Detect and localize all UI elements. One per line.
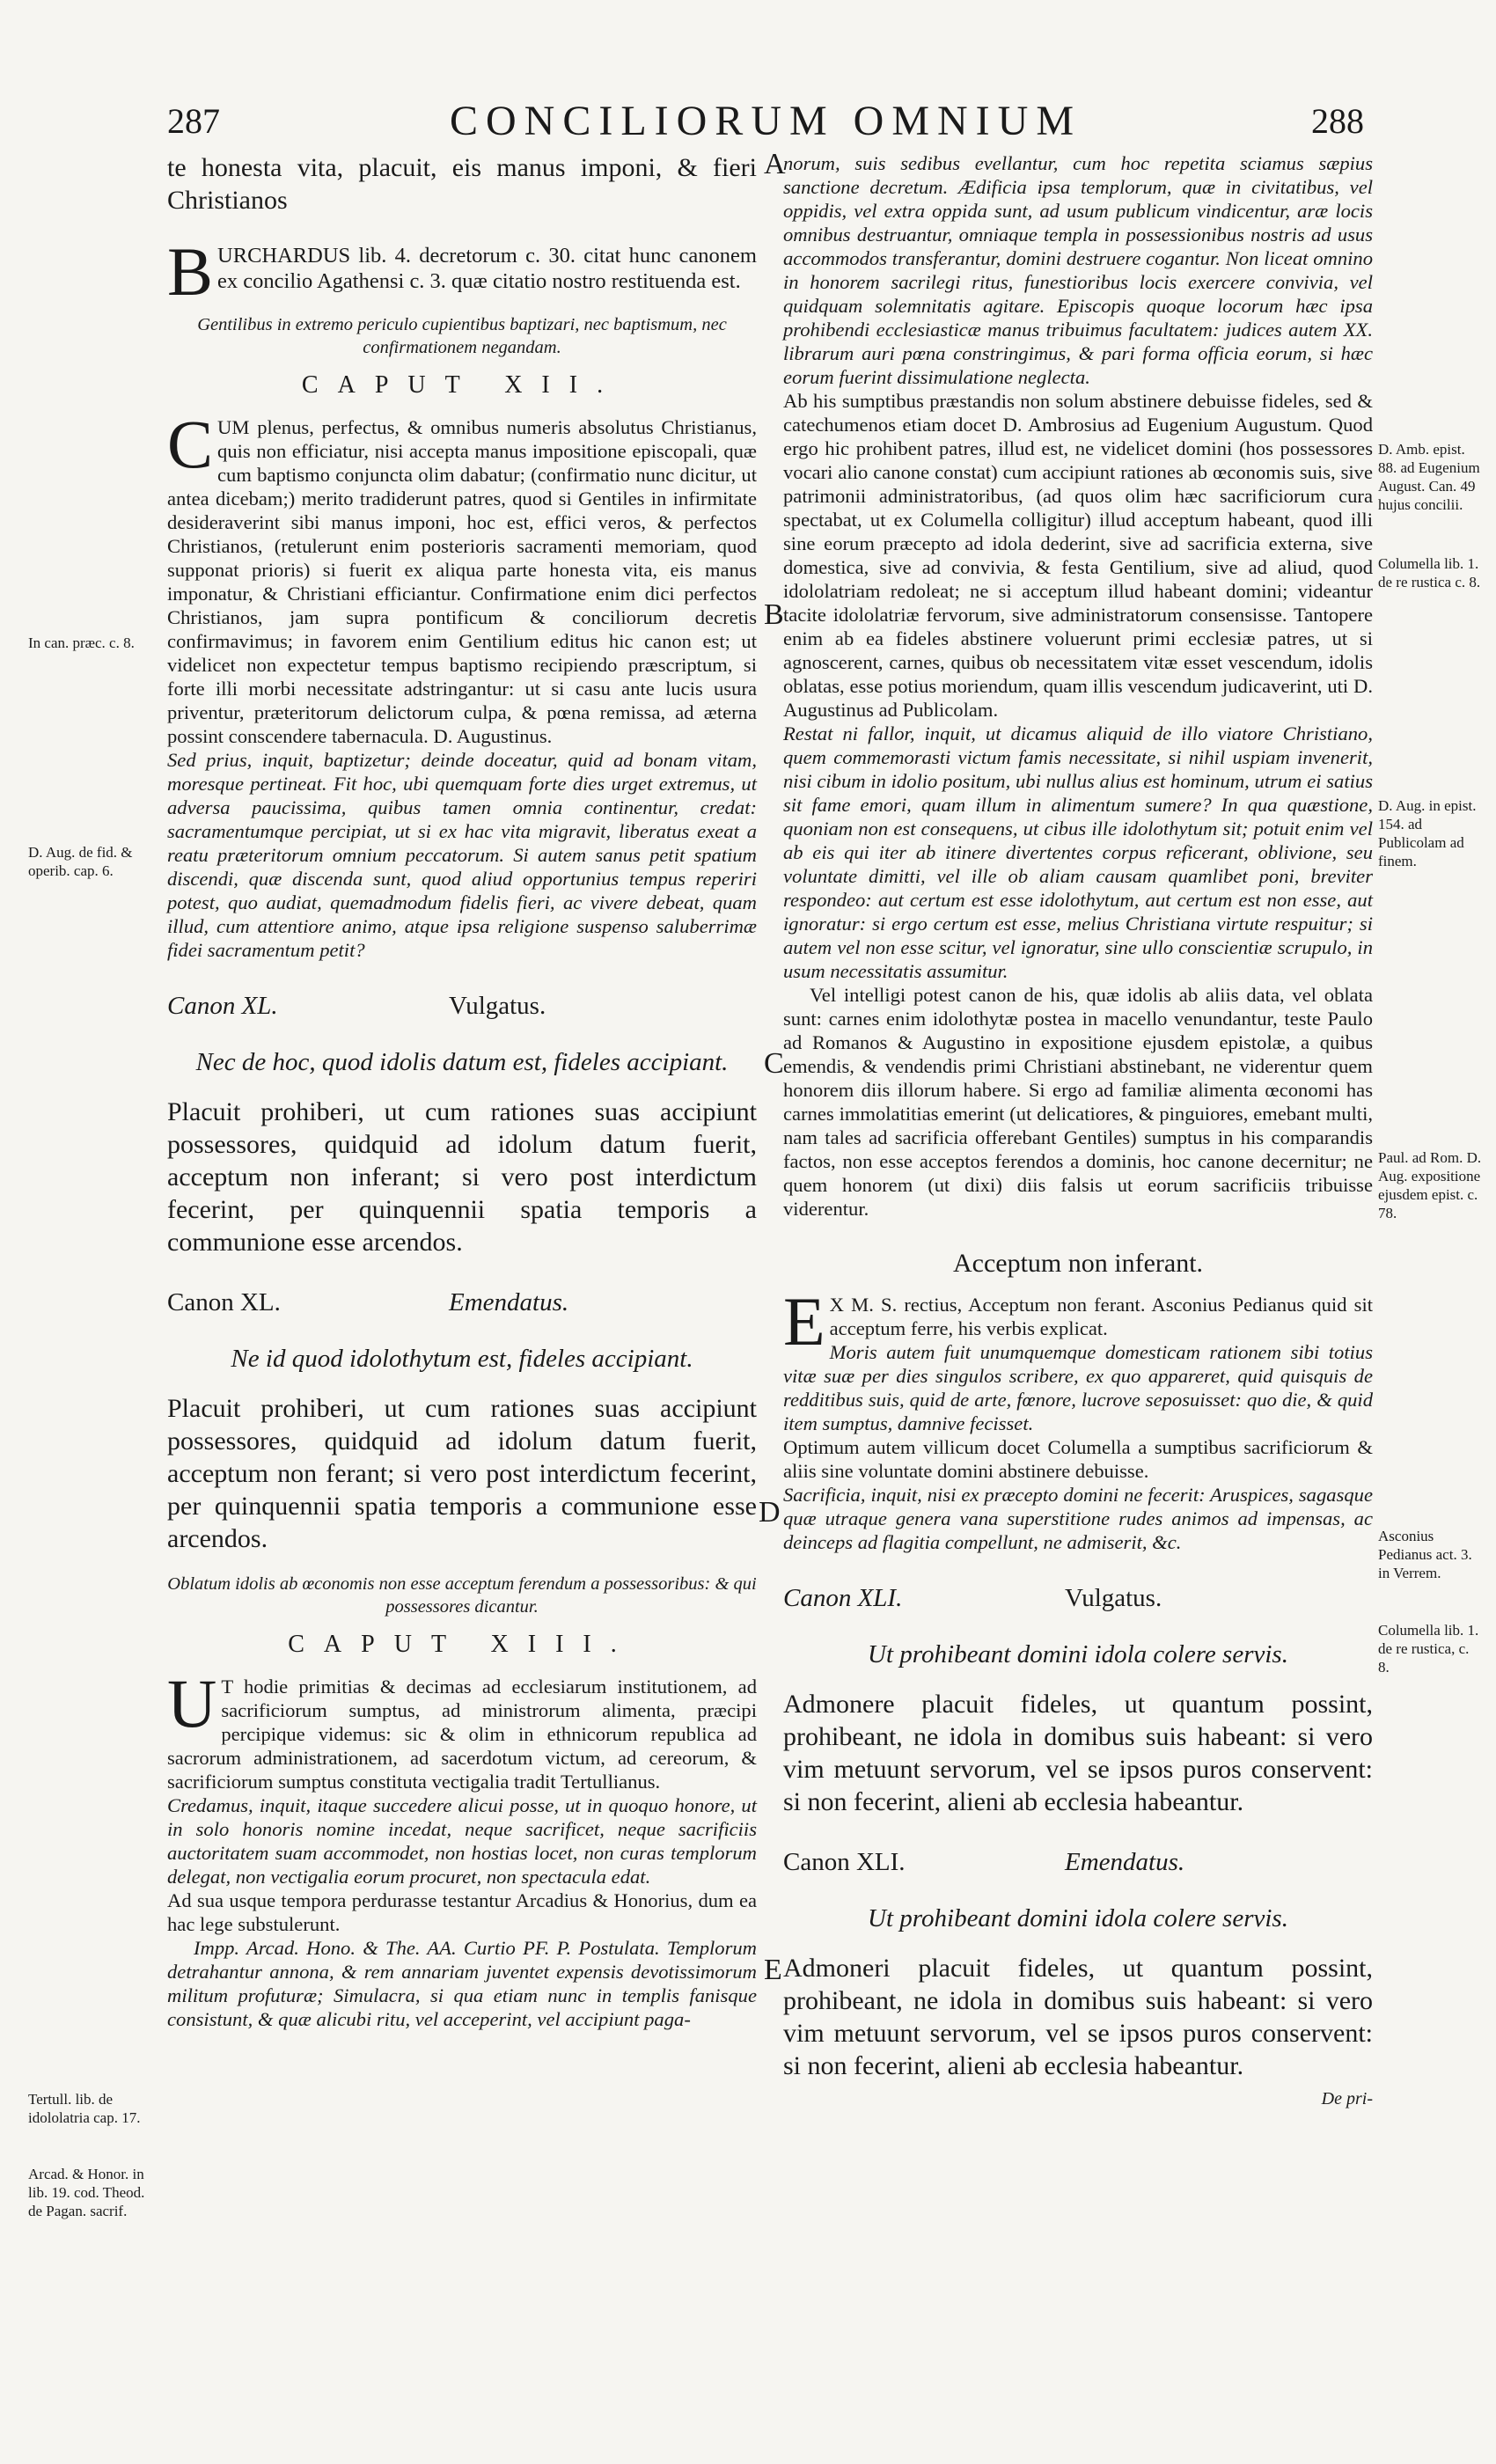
chapter12-quote: Sed prius, inquit, baptizetur; deinde doceatur, quid ad bonam vitam, moresque pertineat. Fit hoc, ubi quemquam forte dies urget extremus, ut adversa paucissima, quibus tamen omnia continentur, credat: sacramentumque percipiat, ut si ex hac vita migravit, liberatus exeat a reatu præteritorum omnium peccatorum. Si autem sanus petit spatium discendi, quæ discenda sunt, quod aliud opportunius tempus reperiri potest, quo audiat, quemadmodum fidelis fieri, ac vivere debeat, quam illud, cum attentiore animo, atque ipsa religione suspenso saluberrimæ fidei sacramentum petit? — [167, 749, 757, 961]
section-letter-a: A — [764, 148, 786, 180]
chapter13-text: UT hodie primitias & decimas ad ecclesiarum institutionem, ad sacrificiorum sumptus, ad ministrorum alimenta, præcipi percipique videmus: sic & olim in ethnicorum republica ad sacrorum administrationem, ad sacerdotum victum, ad cereorum, & sacrificiorum sumptus constituta vectigalia tradit Tertullianus. — [167, 1665, 757, 1793]
page-number-left: 287 — [167, 101, 220, 141]
acceptum-text2: Optimum autem villicum docet Columella a sumptibus sacrificiorum & aliis sine voluntate domini abstinere debuisse. — [783, 1436, 1373, 1482]
margin-note-right-2: Columella lib. 1. de re rustica c. 8. — [1378, 555, 1481, 590]
law-continuation: norum, suis sedibus evellantur, cum hoc repetita sciamus sæpius sanctione decretum. Ædificia ipsa templorum, quæ in civitatibus, vel oppidis, vel extra oppida sunt, ad usum publicum vindicentur, aræ locis omnibus destruantur, omniaque templa in possessionibus nostris ad usus accommodos transferantur, domini destruere cogantur. Non liceat omnino in honorem sacrilegi ritus, funestioribus locis exercere convivia, vel quidquam solemnitatis agitare. Episcopis quoque locorum hæc ipsa prohibendi ecclesiasticæ manus tribuimus facultatem: judices autem XX. librarum auri pœna constringimus, & pari forma officia eorum, si hæc eorum fuerint dissimulatione neglecta. — [783, 152, 1373, 388]
right-column — [783, 151, 1373, 2109]
canon-label: Canon XLI. — [783, 1848, 906, 1876]
section-letter-e: E — [764, 1954, 782, 1986]
canon40-vulgatus-text: Placuit prohiberi, ut cum rationes suas accipiunt possessores, quidquid ad idolum datum fuerit, acceptum non inferant; si vero post interdictum fecerint, per quinquennii spatia temporis a communione esse arcendos. — [167, 1097, 757, 1257]
canon-label: Canon XLI. — [783, 1584, 903, 1612]
margin-note-left-4: Arcad. & Honor. in lib. 19. cod. Theod. de Pagan. sacrif. — [28, 2166, 145, 2219]
acceptum-heading: Acceptum non inferant. — [952, 1249, 1204, 1278]
margin-note-left-1: In can. præc. c. 8. — [28, 634, 135, 651]
canon41-emendatus-title: Ut prohibeant domini idola colere servis. — [868, 1904, 1288, 1932]
chapter13-law: Impp. Arcad. Hono. & The. AA. Curtio PF. P. Postulata. Templorum detrahantur annona, & rem annariam juventet expensis devotissimorum militum profuturæ; Simulacra, si qua etiam nunc in templis fanisque consistunt, & quæ alicubi ritu, vel acceperint, vel accipiunt paga- — [167, 1937, 757, 2030]
canon40-emendatus-heading — [167, 1288, 757, 1324]
canon-label: Canon XL. — [167, 1288, 281, 1316]
commentary-text: Ab his sumptibus præstandis non solum abstinere debuisse fideles, sed & catechumenos etiam docet D. Ambrosius ad Eugenium Augustum. Quod ergo hic prohibent patres, illud est, ne videlicet domini (hos possessores vocari alio canone constat) cum accipiunt rationes ab œconomis suis, sive patrimonii administratoribus, (ad quos olim hæc sacrificiorum cura spectabat, ut ex Columella colligitur) illud acceptum habeant, quod illi sine eorum præcepto ad idola dederint, sive ad sacrificia externa, sive domestica, sive ad convivia, & festa Gentilium, sive ad aliud, quod idololatriam redoleat; ne si acceptum illud habeant domini; videantur tacite idololatriæ fervorum, sive administratorum consensisse. Tantopere enim ab ea fideles abstinere voluerunt primi ecclesiæ patres, ut si agnoscerent, carnes, quibus ob necessitatem vitæ esset vescendum, idolis oblatas, esse potius moriendum, quam illis vescendum judicaverint, uti D. Augustinus ad Publicolam. — [783, 390, 1373, 721]
canon40-vulgatus-title: Nec de hoc, quod idolis datum est, fideles accipiant. — [195, 1048, 729, 1076]
chapter12-summary: Gentilibus in extremo periculo cupientibus baptizari, nec baptismum, nec confirmationem negandam. — [197, 315, 727, 357]
canon40-vulgatus-heading — [167, 992, 757, 1027]
canon41-vulgatus-text: Admonere placuit fideles, ut quantum possint, prohibeant, ne idola in domibus suis habeant: si vero vim metuunt servorum, vel se ipsos puros conservent: si non fecerint, alieni ab ecclesia habeantur. — [783, 1690, 1373, 1816]
margin-note-right-3: D. Aug. in epist. 154. ad Publicolam ad finem. — [1378, 797, 1477, 869]
chapter13-heading: CAPUT XIII. — [288, 1631, 636, 1658]
section-letter-d: D — [759, 1496, 781, 1529]
columella-quote: Sacrificia, inquit, nisi ex præcepto domini ne fecerit: Aruspices, sagasque quæ utraque genera vana superstitione rudes animos ad impensas, ac deinceps ad flagitia compellunt, ne admiserit, &c. — [783, 1484, 1373, 1553]
intro-line: te honesta vita, placuit, eis manus imponi, & fieri Christianos — [167, 153, 757, 215]
page-number-right: 288 — [1311, 101, 1364, 141]
acceptum-text: EX M. S. rectius, Acceptum non ferant. Asconius Pedianus quid sit acceptum ferre, his verbis explicat. — [783, 1283, 1373, 1360]
canon40-emendatus-text: Placuit prohiberi, ut cum rationes suas accipiunt possessores, quidquid ad idolum datum fuerit, acceptum non ferant; si vero post interdictum fecerint, per quinquennii spatia temporis a communione esse arcendos. — [167, 1394, 757, 1553]
canon-tag: Vulgatus. — [1065, 1584, 1162, 1612]
margin-note-right-1: D. Amb. epist. 88. ad Eugenium August. Can. 49 hujus concilii. — [1378, 441, 1480, 513]
burchardus-note: BURCHARDUS lib. 4. decretorum c. 30. citat hunc canonem ex concilio Agathensi c. 3. quæ citatio nostro restituenda est. — [167, 233, 757, 310]
chapter12-text: CUM plenus, perfectus, & omnibus numeris absolutus Christianus, quis non efficiatur, nisi accepta manus impositione episcopali, quæ cum baptismo conjuncta olim dabatur; (confirmatio nunc dicitur, ut antea dicebam;) merito tradiderunt patres, quod si Gentiles in infirmitate desideraverint sibi manus imponi, hoc est, effici veros, & perfectos Christianos, (retulerunt enim posterioris sacramenti memoriam, quod supponat prioris) si fuerit ex aliqua parte honesta vita, eis manus imponatur, & Christiani efficiantur. Confirmatione enim dici perfectos Christianos, jam supra pontificum & conciliorum decretis confirmavimus; in favorem enim Gentilium editus hic canon est; ut videlicet non expectetur tempus baptismo recipiendo præscriptum, si forte illi morbi necessitate adstringantur: ut si casu ante lucis usura priventur, præteritorum delictorum culpa, & pœna remissa, ad æterna possint conscendere tabernacula. D. Augustinus. — [167, 406, 757, 747]
canon41-emendatus-text: Admoneri placuit fideles, ut quantum possint, prohibeant, ne idola in domibus suis habeant: si vero vim metuunt servorum, vel se ipsos puros conservent: si non fecerint, alieni ab ecclesia habeantur. — [783, 1954, 1373, 2080]
canon41-vulgatus-heading — [783, 1584, 1373, 1619]
canon-label: Canon XL. — [167, 992, 278, 1020]
canon-tag: Emendatus. — [1065, 1848, 1185, 1876]
canon-tag: Vulgatus. — [449, 992, 546, 1020]
margin-note-left-3: Tertull. lib. de idololatria cap. 17. — [28, 2091, 141, 2126]
catchword: De pri- — [1321, 2089, 1373, 2108]
running-header — [167, 97, 1364, 150]
section-letter-b: B — [764, 598, 784, 631]
augustine-quote: Restat ni fallor, inquit, ut dicamus aliquid de illo viatore Christiano, quem commemorasti victum famis necessitate, si nihil uspiam invenerit, nisi cibum in idolio positum, ubi nullus alius est hominum, utrum ei satius sit fame emori, quam illum in alimentum sumere? In qua quæstione, quoniam non est consequens, ut cibus ille idolothytum sit; potuit enim vel ab eis qui iter ab itinere divertentes corpus reficerant, oblivione, seu voluntate dimitti, vel ille ob aliam causam quamlibet poni, breviter respondeo: aut certum est esse idolothytum, aut certum est non esse, aut ignoratur: si ergo certum est esse, melius Christiana virtute respuitur; si autem vel non esse scitur, vel ignoratur, sine ullo conscientiæ scrupulo, in usum necessitatis assumitur. — [783, 722, 1373, 982]
margin-note-right-6: Columella lib. 1. de re rustica, c. 8. — [1378, 1622, 1479, 1676]
commentary-text2: Vel intelligi potest canon de his, quæ idolis ab aliis data, vel oblata sunt: carnes enim idolothytæ postea in macello venundantur, teste Paulo ad Romanos & Augustino in expositione ejusdem epistolæ, a quibus emendis, & vendendis primi Christiani abstinebant, ne viderentur quem honorem diis illorum habere. Si ergo ad familiæ alimenta œconomi has carnes immolatitias emerint (ut delicatiores, & pinguiores, emebant multi, nam tales ad sacrificia offerebant Gentiles) sumptus in his comparandis factos, non esse acceptos ferendos a dominis, hoc canone decernitur; ne quem honorem (ut dixi) diis falsis ut eorum sacrificiis tribuisse viderentur. — [783, 984, 1373, 1220]
left-column — [167, 151, 757, 2031]
chapter12-heading: CAPUT XII. — [301, 371, 623, 399]
chapter13-summary: Oblatum idolis ab œconomis non esse acceptum ferendum a possessoribus: & qui possessores dicantur. — [167, 1574, 757, 1617]
canon41-emendatus-heading — [783, 1848, 1373, 1883]
canon40-emendatus-title: Ne id quod idolothytum est, fideles accipiant. — [231, 1345, 693, 1373]
running-title: CONCILIORUM OMNIUM — [449, 98, 1082, 144]
margin-note-right-4: Paul. ad Rom. D. Aug. expositione ejusdem epist. c. 78. — [1378, 1149, 1482, 1221]
margin-note-right-5: Asconius Pedianus act. 3. in Verrem. — [1378, 1528, 1472, 1581]
chapter13-quote: Credamus, inquit, itaque succedere alicui posse, ut in quoquo honore, ut in solo honoris nomine incedat, neque sacrificet, neque sacrificiis auctoritatem suam accommodet, non hostias locet, non curas templorum delegat, non vectigalia eorum procuret, non spectacula edat. — [167, 1794, 757, 1888]
canon-tag: Emendatus. — [449, 1288, 569, 1316]
margin-note-left-2: D. Aug. de fid. & operib. cap. 6. — [28, 844, 133, 879]
section-letter-c: C — [764, 1047, 784, 1080]
asconius-quote: Moris autem fuit unumquemque domesticam rationem sibi totius vitæ suæ per dies singulos scribere, ex quo appareret, quid quisquis de redditibus suis, quid de arte, fœnore, lucrove seposuisset: quo die, & quid item sumptus, damnive fecisset. — [783, 1341, 1373, 1434]
chapter13-text2: Ad sua usque tempora perdurasse testantur Arcadius & Honorius, dum ea hac lege substulerunt. — [167, 1889, 757, 1935]
canon41-vulgatus-title: Ut prohibeant domini idola colere servis. — [868, 1640, 1288, 1668]
